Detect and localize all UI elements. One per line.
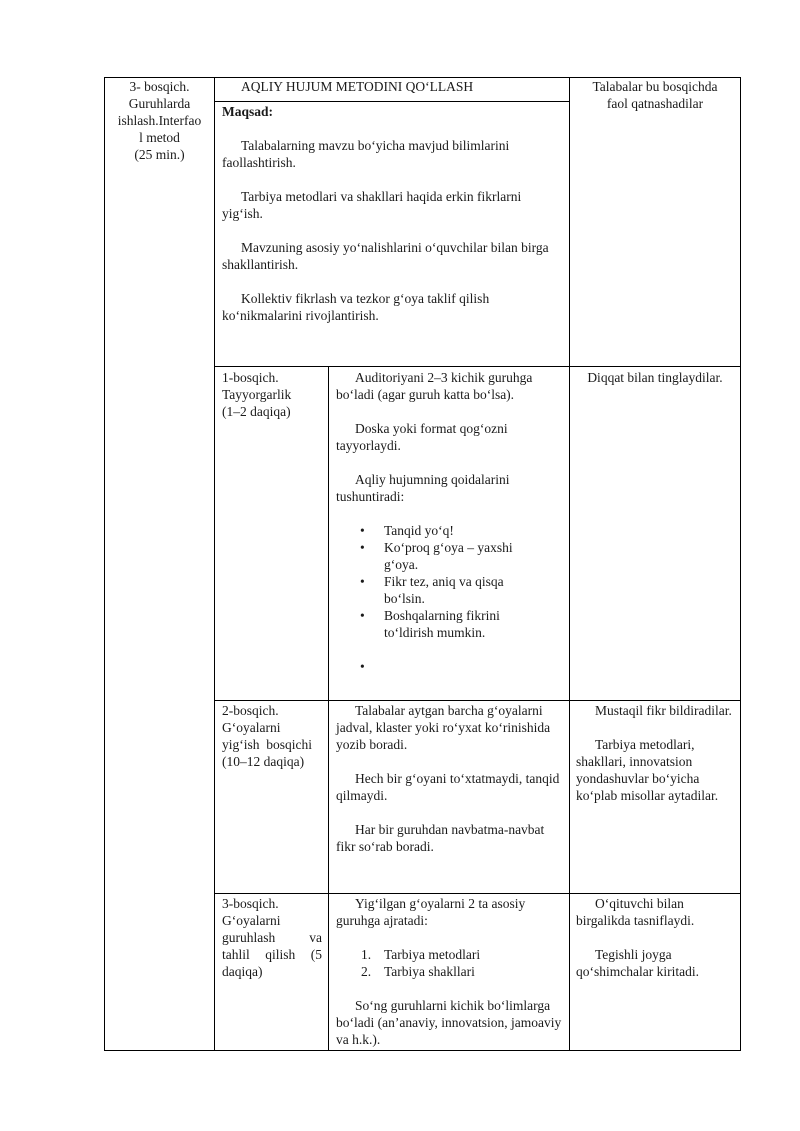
stage2-students-cell bbox=[570, 702, 740, 804]
row-divider-3 bbox=[214, 893, 741, 894]
stage-line: ishlash.Interfao bbox=[117, 113, 202, 128]
stage3-intro: Yig‘ilgan g‘oyalarni 2 ta asosiy guruhga ajratadi: bbox=[336, 896, 526, 928]
rules-list bbox=[336, 522, 557, 675]
group-text: Tarbiya shakllari bbox=[384, 964, 475, 979]
stage3-student-item: Tegishli joyga qo‘shimchalar kiritadi. bbox=[576, 947, 699, 979]
stage3-outro: So‘ng guruhlarni kichik bo‘limlarga bo‘ladi (an’anaviy, innovatsion, jamoaviy va h.k.). bbox=[336, 998, 562, 1047]
stage-line: 3- bosqich. bbox=[129, 79, 190, 94]
bullet-glyph: • bbox=[360, 574, 365, 589]
goal-label: Maqsad: bbox=[222, 104, 274, 119]
stage2-action: Hech bir g‘oyani to‘xtatmaydi, tanqid qilmaydi. bbox=[336, 771, 560, 803]
goal-cell bbox=[215, 103, 569, 324]
goal-item: Mavzuning asosiy yo‘nalishlarini o‘quvchilar bilan birga shakllantirish. bbox=[222, 240, 549, 272]
rule-text: Boshqalarning fikrini to‘ldirish mumkin. bbox=[384, 608, 500, 640]
list-item bbox=[336, 573, 521, 607]
stage2-student-item: Mustaqil fikr bildiradilar. bbox=[595, 703, 732, 718]
groups-list bbox=[336, 946, 563, 980]
stage2-title-line: (10–12 daqiqa) bbox=[222, 754, 305, 769]
stage-line: (25 min.) bbox=[134, 147, 185, 162]
stage2-title-line: yig‘ish bosqichi bbox=[222, 737, 312, 752]
list-item bbox=[336, 607, 521, 641]
rule-text: Tanqid yo‘q! bbox=[384, 523, 454, 538]
stage2-action: Talabalar aytgan barcha g‘oyalarni jadval, klaster yoki ro‘yxat ko‘rinishida yozib boradi. bbox=[336, 703, 551, 752]
table-border-right bbox=[740, 77, 741, 1051]
list-item bbox=[336, 946, 563, 963]
list-item bbox=[336, 522, 521, 539]
method-title: AQLIY HUJUM METODINI QO‘LLASH bbox=[241, 79, 474, 94]
bullet-glyph: • bbox=[360, 540, 365, 555]
header-divider bbox=[214, 101, 569, 102]
stage1-actions-cell bbox=[329, 369, 569, 675]
list-item bbox=[336, 539, 521, 573]
list-item bbox=[336, 963, 563, 980]
stage3-student-item: O‘qituvchi bilan birgalikda tasniflaydi. bbox=[576, 896, 695, 928]
row-divider-2 bbox=[214, 700, 741, 701]
stage1-title-line: 1-bosqich. bbox=[222, 370, 279, 385]
stage2-student-item: Tarbiya metodlari, shakllari, innovatsion yondashuvlar bo‘yicha ko‘plab misollar aytadilar. bbox=[576, 737, 719, 803]
bullet-glyph: • bbox=[360, 659, 365, 674]
stage3-title-line: guruhlash va bbox=[222, 930, 322, 945]
bullet-glyph: • bbox=[360, 608, 365, 623]
table-border-bottom bbox=[104, 1050, 741, 1051]
stage3-title-line: G‘oyalarni bbox=[222, 913, 281, 928]
stage3-actions-cell bbox=[329, 895, 569, 1048]
goal-item: Tarbiya metodlari va shakllari haqida erkin fikrlarni yig‘ish. bbox=[222, 189, 522, 221]
rule-text: Fikr tez, aniq va qisqa bo‘lsin. bbox=[384, 574, 504, 606]
stage3-title-line: tahlil qilish (5 bbox=[222, 947, 322, 962]
goal-item: Talabalarning mavzu bo‘yicha mavjud bilimlarini faollashtirish. bbox=[222, 138, 510, 170]
stage2-title-line: 2-bosqich. bbox=[222, 703, 279, 718]
stage-line: Guruhlarda bbox=[128, 96, 191, 111]
goal-item: Kollektiv fikrlash va tezkor g‘oya taklif qilish ko‘nikmalarini rivojlantirish. bbox=[222, 291, 490, 323]
stage3-title-line: daqiqa) bbox=[222, 964, 263, 979]
list-item bbox=[336, 658, 521, 675]
stage1-students: Diqqat bilan tinglaydilar. bbox=[587, 370, 723, 385]
table-border-left bbox=[104, 77, 105, 1051]
stage1-title-line: (1–2 daqiqa) bbox=[222, 404, 291, 419]
stage-cell bbox=[105, 78, 214, 163]
stage1-action: Auditoriyani 2–3 kichik guruhga bo‘ladi (agar guruh katta bo‘lsa). bbox=[336, 370, 533, 402]
stage2-action: Har bir guruhdan navbatma-navbat fikr so‘rab boradi. bbox=[336, 822, 545, 854]
row-divider-1 bbox=[214, 366, 741, 367]
stage2-title-cell bbox=[215, 702, 328, 770]
stage1-title-line: Tayyorgarlik bbox=[222, 387, 292, 402]
stage3-title-line: 3-bosqich. bbox=[222, 896, 279, 911]
stage-line: l metod bbox=[139, 130, 180, 145]
bullet-glyph: • bbox=[360, 523, 365, 538]
group-number: 2. bbox=[361, 964, 372, 979]
students-header-line: faol qatnashadilar bbox=[606, 96, 704, 111]
stage3-title-cell bbox=[215, 895, 328, 980]
stage1-action: Aqliy hujumning qoidalarini tushuntiradi: bbox=[336, 472, 510, 504]
group-text: Tarbiya metodlari bbox=[384, 947, 481, 962]
stage1-title-cell bbox=[215, 369, 328, 420]
stage2-title-line: G‘oyalarni bbox=[222, 720, 281, 735]
stage1-action: Doska yoki format qog‘ozni tayyorlaydi. bbox=[336, 421, 508, 453]
students-header-cell bbox=[570, 78, 740, 112]
stage2-actions-cell bbox=[329, 702, 569, 855]
students-header-line: Talabalar bu bosqichda bbox=[592, 79, 718, 94]
method-title-cell bbox=[215, 78, 569, 95]
stage1-students-cell bbox=[570, 369, 740, 386]
stage3-students-cell bbox=[570, 895, 740, 980]
rule-text: Ko‘proq g‘oya – yaxshi g‘oya. bbox=[384, 540, 513, 572]
group-number: 1. bbox=[361, 947, 372, 962]
